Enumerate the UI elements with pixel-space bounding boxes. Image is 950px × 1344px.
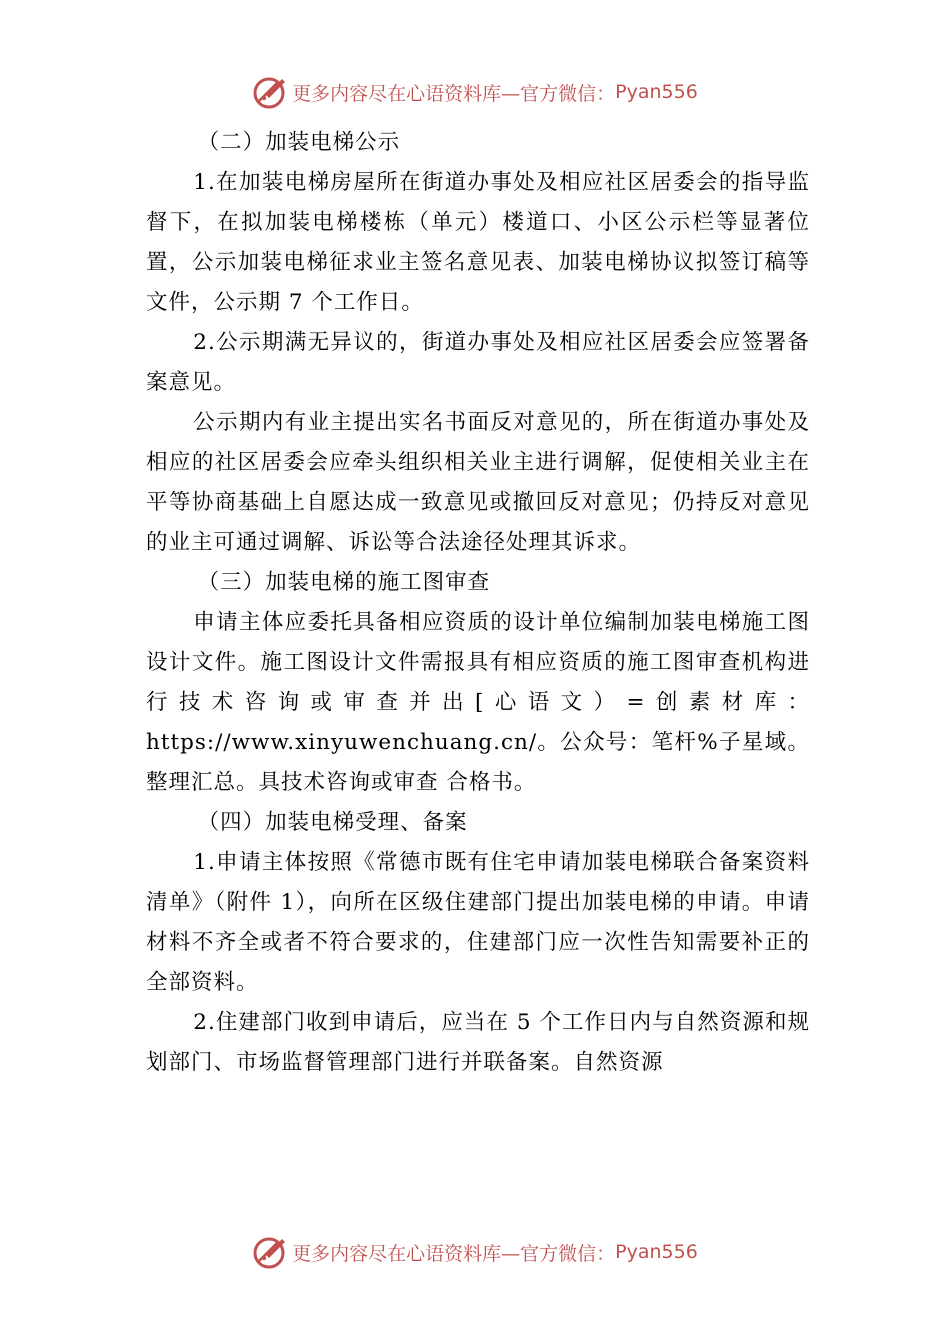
header-contact: Pyan556 <box>615 81 698 103</box>
paragraph: 申请主体应委托具备相应资质的设计单位编制加装电梯施工图设计文件。施工图设计文件需报具有相应资质的施工图审查机构进行技术咨询或审查并出[心语文）=创素材库：https://www.xinyuwenchuang.cn/。公众号：笔杆%子星域。整理汇总。具技术咨询或审查 合格书。 <box>146 610 810 795</box>
footer-banner <box>0 1232 950 1272</box>
paragraph: 1.申请主体按照《常德市既有住宅申请加装电梯联合备案资料清单》（附件 1），向所在区级住建部门提出加装电梯的申请。申请材料不齐全或者不符合要求的，住建部门应一次性告知需要补正的全部资料。 <box>146 850 810 995</box>
document-body <box>146 123 810 1083</box>
brand-logo-icon <box>252 74 288 110</box>
section-heading: （二）加装电梯公示 <box>197 130 401 155</box>
header-banner <box>0 72 950 112</box>
paragraph: 公示期内有业主提出实名书面反对意见的，所在街道办事处及相应的社区居委会应牵头组织相关业主进行调解，促使相关业主在平等协商基础上自愿达成一致意见或撤回反对意见；仍持反对意见的业主可通过调解、诉讼等合法途径处理其诉求。 <box>146 410 810 555</box>
paragraph: 2.公示期满无异议的，街道办事处及相应社区居委会应签署备案意见。 <box>146 330 810 395</box>
paragraph: 1.在加装电梯房屋所在街道办事处及相应社区居委会的指导监督下，在拟加装电梯楼栋（单元）楼道口、小区公示栏等显著位置，公示加装电梯征求业主签名意见表、加装电梯协议拟签订稿等文件，公示期 7 个工作日。 <box>146 170 810 315</box>
section-heading: （四）加装电梯受理、备案 <box>197 810 468 835</box>
footer-contact: Pyan556 <box>615 1241 698 1263</box>
header-text: 更多内容尽在心语资料库—官方微信： <box>292 82 616 105</box>
brand-logo-icon <box>252 1234 288 1270</box>
footer-text: 更多内容尽在心语资料库—官方微信： <box>292 1242 616 1265</box>
paragraph: 2.住建部门收到申请后，应当在 5 个工作日内与自然资源和规划部门、市场监督管理部门进行并联备案。自然资源 <box>146 1010 810 1075</box>
section-heading: （三）加装电梯的施工图审查 <box>197 570 491 595</box>
